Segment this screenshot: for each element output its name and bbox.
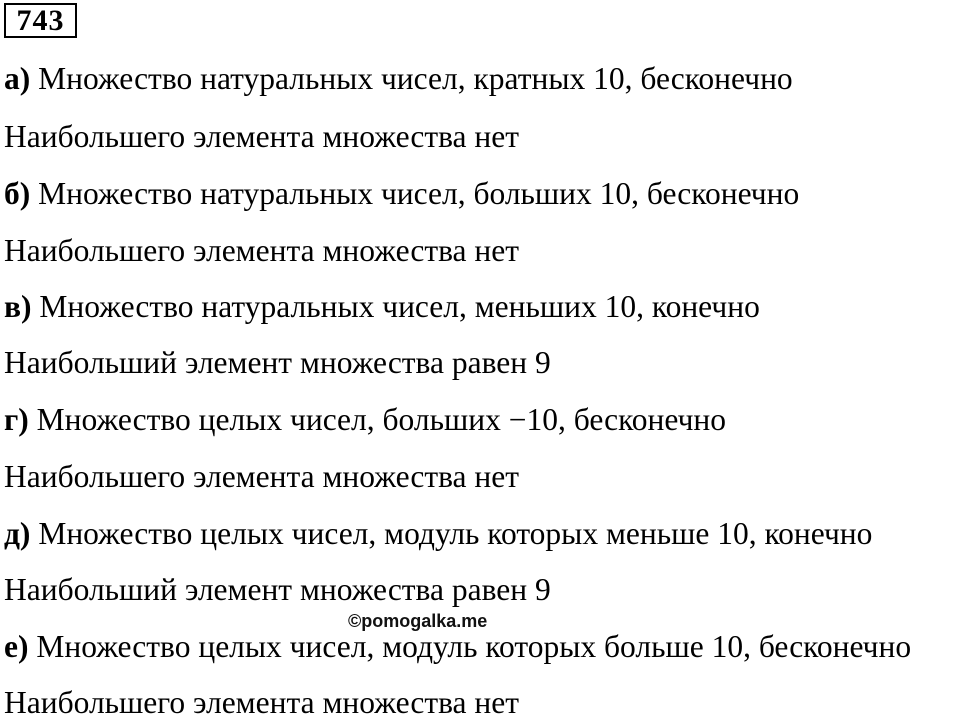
item-b-text: Множество натуральных чисел, больших 10, бесконечно bbox=[30, 176, 800, 211]
item-e-statement bbox=[4, 629, 911, 665]
item-g-letter: г) bbox=[4, 402, 29, 437]
item-a-text: Множество натуральных чисел, кратных 10, бесконечно bbox=[30, 61, 793, 96]
item-e-letter: е) bbox=[4, 629, 29, 664]
item-e-text: Множество целых чисел, модуль которых больше 10, бесконечно bbox=[28, 629, 912, 664]
item-e-answer: Наибольшего элемента множества нет bbox=[4, 685, 519, 720]
item-b-answer: Наибольшего элемента множества нет bbox=[4, 233, 519, 268]
item-v-statement bbox=[4, 289, 760, 325]
item-b-letter: б) bbox=[4, 176, 31, 211]
watermark: ©pomogalka.me bbox=[348, 611, 488, 631]
item-d-text: Множество целых чисел, модуль которых меньше 10, конечно bbox=[30, 516, 873, 551]
item-v-text: Множество натуральных чисел, меньших 10, конечно bbox=[31, 289, 760, 324]
problem-number: 743 bbox=[4, 3, 77, 38]
item-g-statement bbox=[4, 402, 726, 438]
item-d-statement bbox=[4, 516, 872, 552]
item-d-letter: д) bbox=[4, 516, 31, 551]
item-a-answer: Наибольшего элемента множества нет bbox=[4, 119, 519, 154]
item-b-statement bbox=[4, 176, 799, 212]
item-a-statement bbox=[4, 61, 793, 97]
item-g-text: Множество целых чисел, больших −10, бесконечно bbox=[28, 402, 727, 437]
item-v-answer: Наибольший элемент множества равен 9 bbox=[4, 345, 551, 380]
item-g-answer: Наибольшего элемента множества нет bbox=[4, 459, 519, 494]
item-d-answer: Наибольший элемент множества равен 9 bbox=[4, 572, 551, 607]
item-a-letter: а) bbox=[4, 61, 31, 96]
item-v-letter: в) bbox=[4, 289, 32, 324]
